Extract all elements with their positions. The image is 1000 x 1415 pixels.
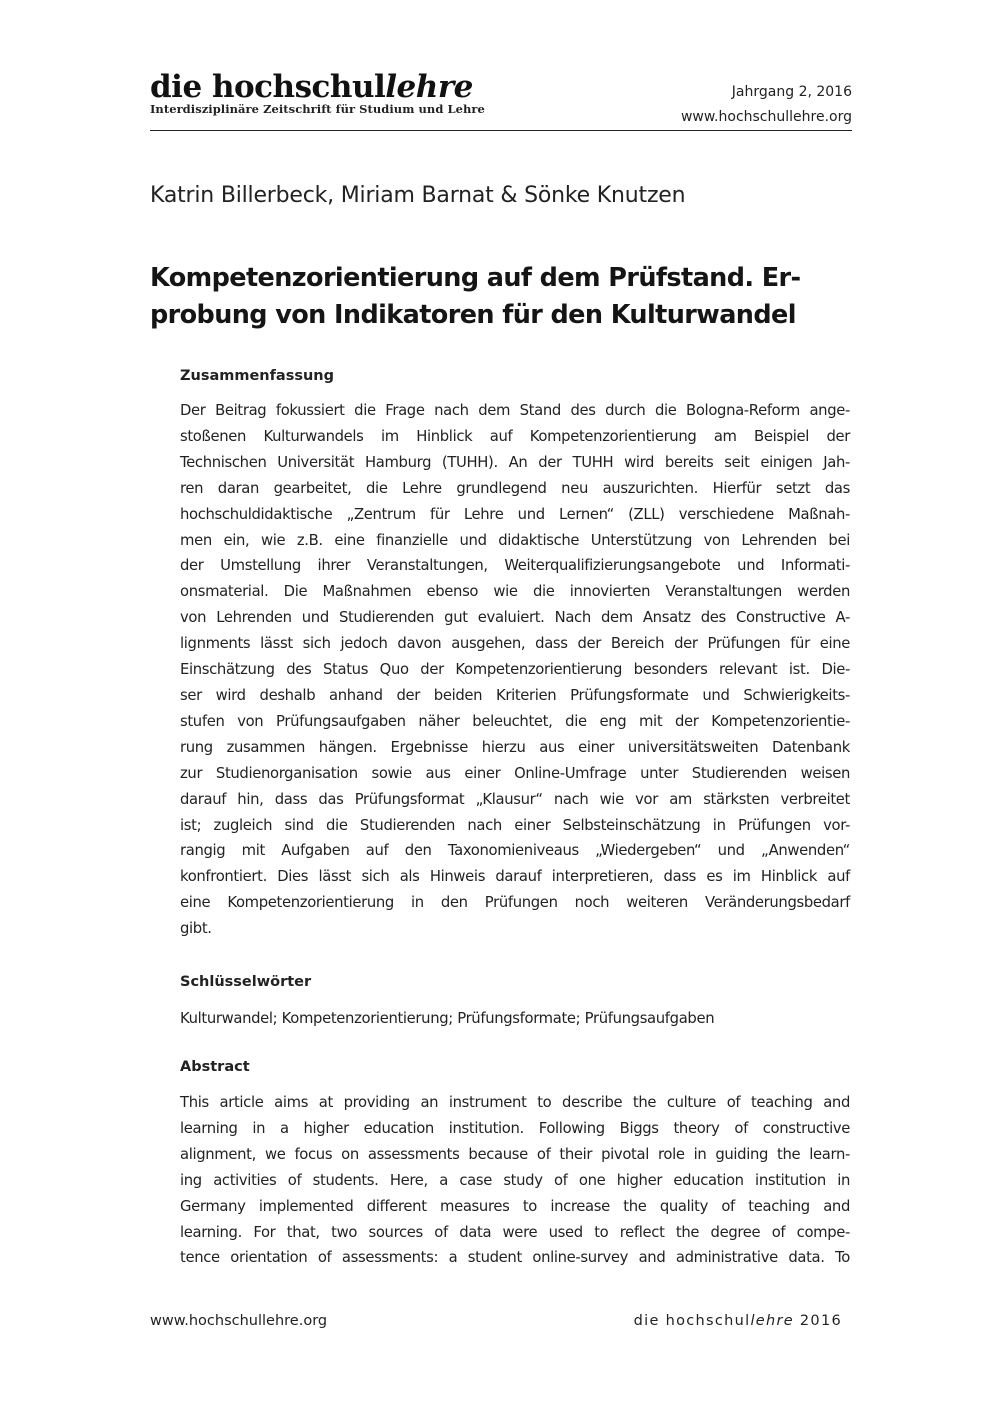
text-line: darauf hin, dass das Prüfungsformat „Klausur“ nach wie vor am stärksten verbreitet [180, 790, 850, 808]
text-line: rung zusammen hängen. Ergebnisse hierzu aus einer universitätsweiten Datenbank [180, 738, 850, 756]
text-line: Technischen Universität Hamburg (TUHH). An der TUHH wird bereits seit einigen Jah- [180, 453, 850, 471]
article-title [150, 260, 860, 334]
article-authors: Katrin Billerbeck, Miriam Barnat & Sönke Knutzen [150, 183, 686, 208]
keywords-text: Kulturwandel; Kompetenzorientierung; Prüfungsformate; Prüfungsaufgaben [180, 1010, 715, 1027]
summary-heading: Zusammenfassung [180, 368, 335, 384]
text-line: von Lehrenden und Studierenden gut evaluiert. Nach dem Ansatz des Constructive A- [180, 609, 850, 627]
text-line: alignment, we focus on assessments because of their pivotal role in guiding the learn- [180, 1145, 850, 1163]
logo-wordmark-italic: lehre [385, 69, 473, 105]
text-line: stufen von Prüfungsaufgaben näher beleuchtet, die eng mit der Kompetenzorientie- [180, 712, 850, 730]
volume-label: Jahrgang 2, 2016 [731, 84, 852, 100]
text-line: zur Studienorganisation sowie aus einer Online-Umfrage unter Studierenden weisen [180, 764, 850, 782]
text-line: men ein, wie z.B. eine finanzielle und didaktische Unterstützung von Lehrenden bei [180, 531, 850, 549]
abstract-text [180, 1090, 850, 1271]
footer-journal-italic: lehre [750, 1313, 794, 1329]
journal-logo [150, 68, 485, 116]
text-line: tence orientation of assessments: a student online-survey and administrative data. To [180, 1249, 850, 1267]
text-line: ing activities of students. Here, a case study of one higher education institution in [180, 1171, 850, 1189]
footer-journal-roman: die hochschul [633, 1313, 751, 1329]
text-line: rangig mit Aufgaben auf den Taxonomieniveaus „Wiedergeben“ und „Anwenden“ [180, 842, 850, 860]
footer-journal-name [634, 1313, 842, 1329]
text-line: hochschuldidaktische „Zentrum für Lehre und Lernen“ (ZLL) verschiedene Maßnah- [180, 505, 850, 523]
text-line: lignments lässt sich jedoch davon ausgehen, dass der Bereich der Prüfungen für eine [180, 635, 850, 653]
logo-subtitle: Interdisziplinäre Zeitschrift für Studium und Lehre [150, 102, 485, 116]
text-line: onsmaterial. Die Maßnahmen ebenso wie die innovierten Veranstaltungen werden [180, 583, 850, 601]
logo-wordmark-roman: die hochschul [150, 69, 386, 105]
masthead [150, 68, 852, 131]
text-line: ren daran gearbeitet, die Lehre grundlegend neu auszurichten. Hierfür setzt das [180, 479, 850, 497]
text-line: Germany implemented different measures to increase the quality of teaching and [180, 1197, 850, 1215]
text-line: This article aims at providing an instrument to describe the culture of teaching and [180, 1094, 850, 1111]
text-line: ist; zugleich sind die Studierenden nach einer Selbsteinschätzung in Prüfungen vor- [180, 816, 850, 834]
text-line: probung von Indikatoren für den Kulturwandel [150, 300, 796, 330]
footer-year: 2016 [793, 1313, 842, 1329]
text-line: ser wird deshalb anhand der beiden Kriterien Prüfungsformate und Schwierigkeits- [180, 686, 850, 704]
text-line: Kompetenzorientierung auf dem Prüfstand. Er- [150, 263, 801, 293]
text-line: stoßenen Kulturwandels im Hinblick auf Kompetenzorientierung am Beispiel der [180, 427, 850, 445]
text-line: Der Beitrag fokussiert die Frage nach dem Stand des durch die Bologna-Reform ange- [180, 402, 850, 419]
keywords-heading: Schlüsselwörter [180, 974, 312, 990]
text-line: gibt. [180, 920, 212, 938]
abstract-heading: Abstract [180, 1059, 250, 1075]
text-line: konfrontiert. Dies lässt sich als Hinweis darauf interpretieren, dass es im Hinblick auf [180, 868, 850, 886]
text-line: Einschätzung des Status Quo der Kompetenzorientierung besonders relevant ist. Die- [180, 661, 850, 679]
footer-website-link[interactable]: www.hochschullehre.org [150, 1313, 328, 1329]
text-line: eine Kompetenzorientierung in den Prüfungen noch weiteren Veränderungsbedarf [180, 894, 850, 912]
logo-wordmark [150, 68, 485, 106]
text-line: learning. For that, two sources of data were used to reflect the degree of compe- [180, 1223, 850, 1241]
journal-meta [681, 80, 852, 130]
journal-website-link[interactable]: www.hochschullehre.org [680, 109, 852, 125]
text-line: learning in a higher education institution. Following Biggs theory of constructive [180, 1119, 850, 1137]
summary-text [180, 398, 850, 942]
text-line: der Umstellung ihrer Veranstaltungen, Weiterqualifizierungsangebote und Informati- [180, 557, 850, 575]
